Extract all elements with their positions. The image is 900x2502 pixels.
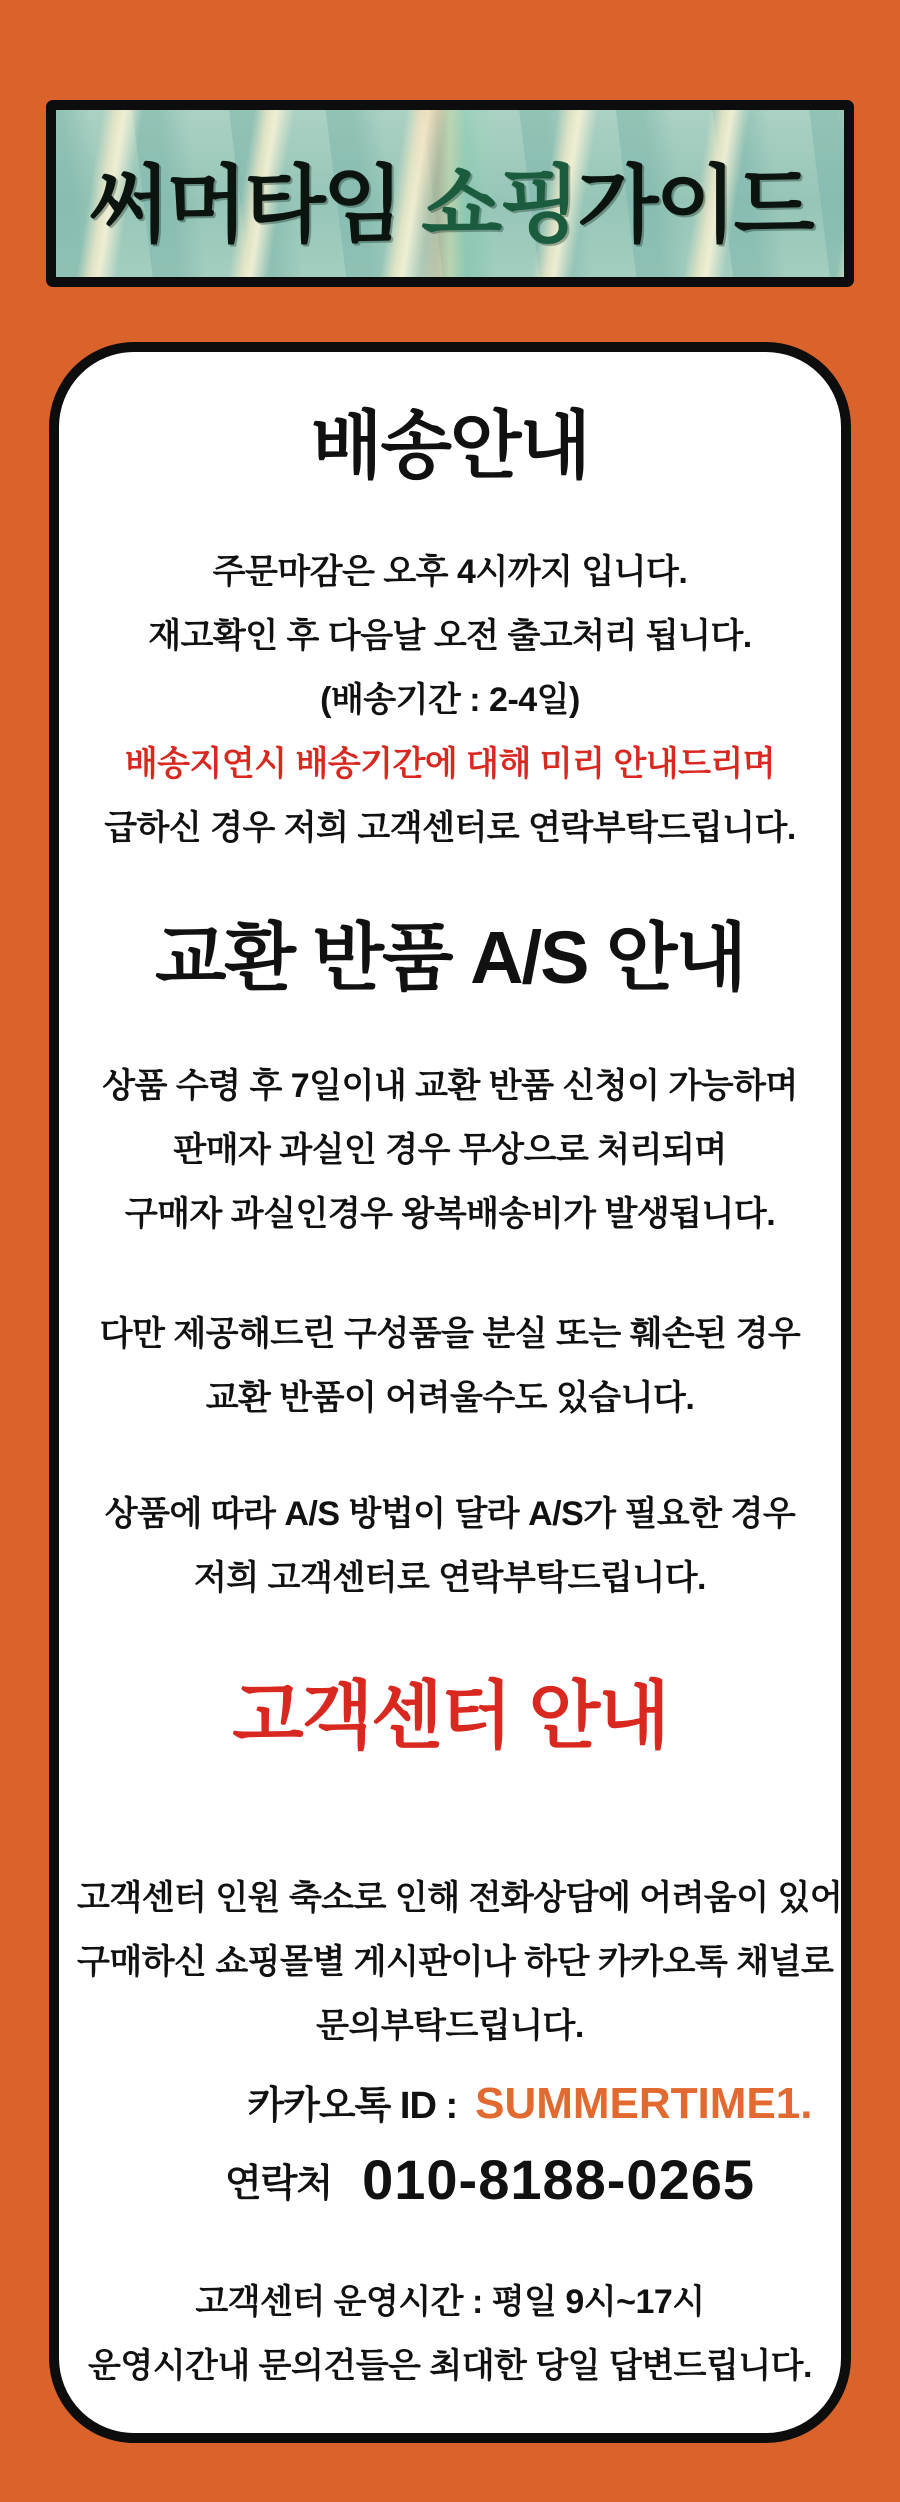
header-banner bbox=[46, 100, 854, 287]
customer-center-line: 고객센터 인원 축소로 인해 전화상담에 어려움이 있어 bbox=[77, 1879, 843, 1917]
business-hours-line: 고객센터 운영시간 : 평일 9시~17시 bbox=[195, 2283, 705, 2321]
exchange-caution bbox=[77, 1302, 823, 1430]
shipping-line: (배송기간 : 2-4일) bbox=[320, 681, 580, 719]
shipping-delay-warning: 배송지연시 배송기간에 대해 미리 안내드리며 bbox=[124, 745, 776, 783]
exchange-line: 판매자 과실인 경우 무상으로 처리되며 bbox=[173, 1131, 727, 1169]
customer-center-notes bbox=[77, 1866, 843, 2058]
banner-title-summertime: 써머타임 bbox=[88, 158, 422, 252]
business-hours-line: 운영시간내 문의건들은 최대한 당일 답변드립니다. bbox=[88, 2347, 812, 2385]
kakao-id-value: SUMMERTIME1. bbox=[475, 2079, 813, 2128]
shipping-notes bbox=[77, 540, 823, 860]
as-guide-line: 상품에 따라 A/S 방법이 달라 A/S가 필요한 경우 bbox=[104, 1495, 796, 1533]
contact-block bbox=[77, 2074, 823, 2214]
shipping-line: 재고확인 후 다음날 오전 출고처리 됩니다. bbox=[148, 617, 752, 655]
section-title-exchange: 교환 반품 A/S 안내 bbox=[155, 916, 745, 999]
shipping-line: 급하신 경우 저희 고객센터로 연락부탁드립니다. bbox=[104, 809, 796, 847]
kakao-id-row bbox=[157, 2074, 900, 2130]
phone-row bbox=[117, 2144, 863, 2214]
exchange-caution-line: 다만 제공해드린 구성품을 분실 또는 훼손된 경우 bbox=[99, 1315, 801, 1353]
banner-title-guide: 가이드 bbox=[577, 158, 812, 252]
banner-title bbox=[88, 138, 812, 259]
exchange-line: 구매자 과실인경우 왕복배송비가 발생됩니다. bbox=[124, 1195, 776, 1233]
info-card bbox=[49, 342, 851, 2443]
banner-title-shopping: 쇼핑 bbox=[421, 158, 578, 252]
section-title-customer-center: 고객센터 안내 bbox=[232, 1674, 668, 1757]
business-hours bbox=[77, 2270, 823, 2398]
phone-label: 연락처 bbox=[224, 2162, 333, 2205]
exchange-line: 상품 수령 후 7일이내 교환 반품 신청이 가능하며 bbox=[102, 1067, 798, 1105]
exchange-caution-line: 교환 반품이 어려울수도 있습니다. bbox=[205, 1379, 695, 1417]
section-title-shipping: 배송안내 bbox=[311, 404, 589, 487]
customer-center-line: 문의부탁드립니다. bbox=[316, 2007, 584, 2045]
exchange-policy bbox=[77, 1054, 823, 1246]
as-guide bbox=[77, 1482, 823, 1610]
as-guide-line: 저희 고객센터로 연락부탁드립니다. bbox=[194, 1559, 706, 1597]
phone-number: 010-8188-0265 bbox=[362, 2147, 755, 2211]
kakao-id-label: 카카오톡 ID : bbox=[247, 2085, 458, 2127]
customer-center-line: 구매하신 쇼핑몰별 게시판이나 하단 카카오톡 채널로 bbox=[77, 1943, 834, 1981]
shipping-line: 주문마감은 오후 4시까지 입니다. bbox=[212, 553, 688, 591]
